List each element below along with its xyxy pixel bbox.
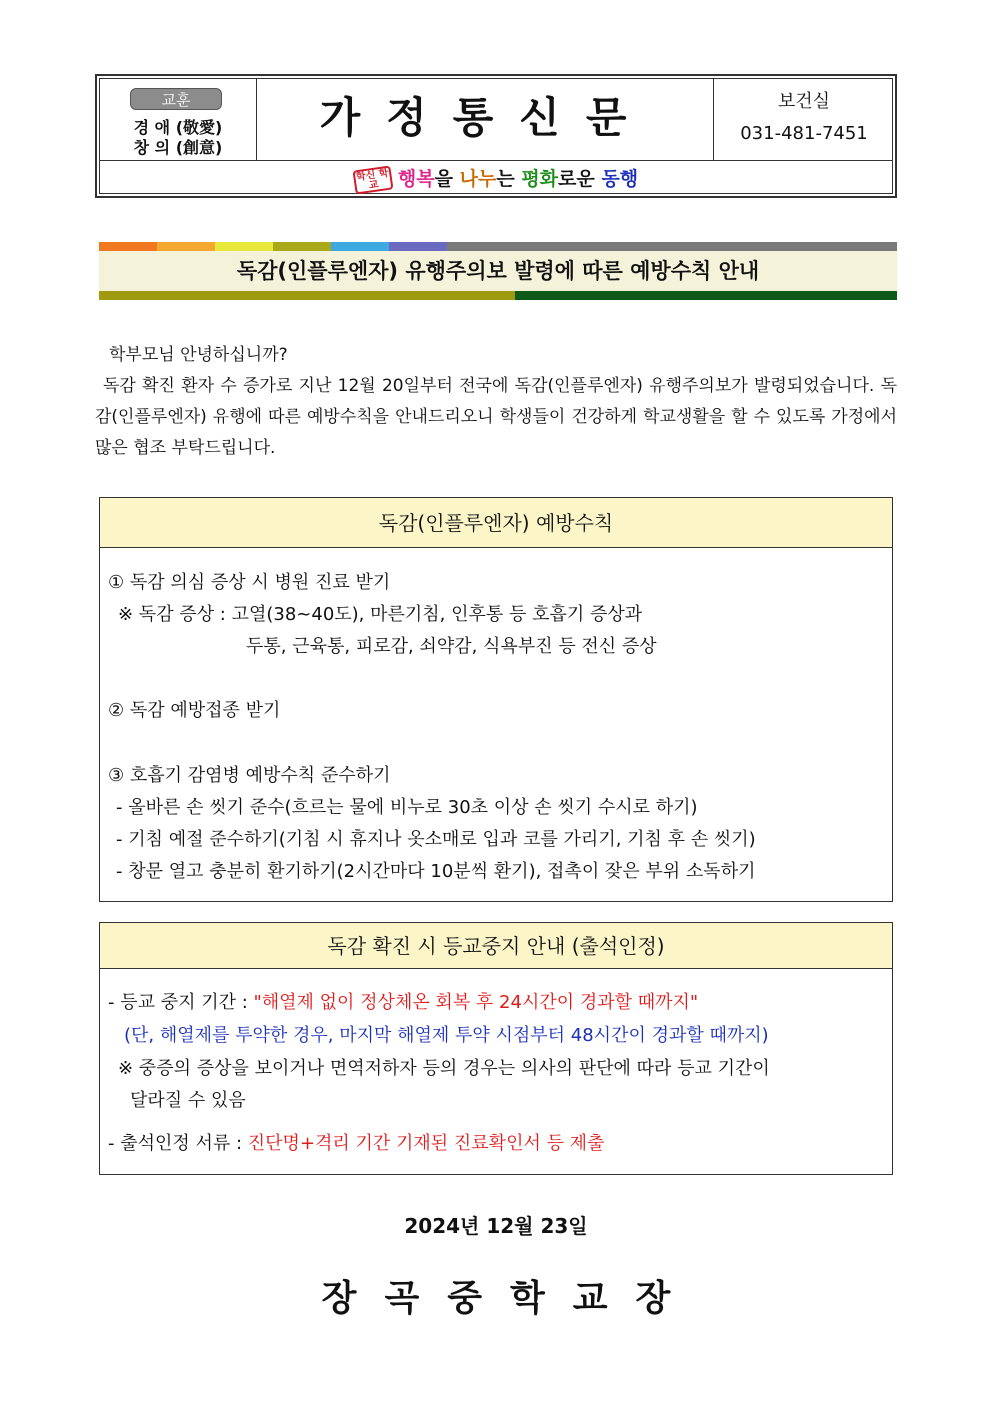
slogan-part: 평화 — [521, 168, 559, 190]
absence-period — [108, 988, 698, 1014]
color-stripe — [215, 242, 273, 251]
color-stripe — [273, 242, 331, 251]
header-divider-bottom — [99, 160, 893, 161]
intro-body: 독감 확진 환자 수 증가로 지난 12월 20일부터 전국에 독감(인플루엔자) 유행주의보가 발령되었습니다. 독감(인플루엔자) 유행에 따른 예방수칙을 안내드리오니 학생들이 건강하게 학교생활을 할 수 있도록 가정에서 많은 협조 부탁드립니다. — [95, 376, 897, 458]
prevention-item-1-note: ※ 독감 증상 : 고열(38~40도), 마른기침, 인후통 등 호흡기 증상과 — [118, 604, 643, 625]
absence-docs-value: 진단명+격리 기간 기재된 진료확인서 등 제출 — [247, 1133, 605, 1154]
color-stripe — [99, 291, 515, 300]
absence-docs-label: - 출석인정 서류 : — [108, 1133, 248, 1154]
slogan-part: 로운 — [558, 168, 602, 190]
slogan — [100, 165, 892, 193]
motto-line-2: 창 의 (創意) — [133, 138, 223, 157]
absence-heading: 독감 확진 시 등교중지 안내 (출석인정) — [100, 923, 892, 969]
prevention-item-3-sub: - 기침 예절 준수하기(기침 시 휴지나 옷소매로 입과 코를 가리기, 기침 후 손 씻기) — [116, 829, 756, 850]
slogan-part: 행복 — [397, 168, 435, 190]
color-stripe — [447, 242, 897, 251]
prevention-item-1: ① 독감 의심 증상 시 병원 진료 받기 — [108, 572, 391, 593]
slogan-part: 을 — [434, 168, 460, 190]
prevention-heading: 독감(인플루엔자) 예방수칙 — [100, 498, 892, 548]
department-name: 보건실 — [777, 91, 831, 112]
motto-line-1: 경 애 (敬愛) — [133, 118, 223, 137]
prevention-item-3-sub: - 창문 열고 충분히 환기하기(2시간마다 10분씩 환기), 접촉이 잦은 부위 소독하기 — [116, 861, 756, 882]
prevention-item-3: ③ 호흡기 감염병 예방수칙 준수하기 — [108, 765, 391, 786]
prevention-item-1-note-cont: 두통, 근육통, 피로감, 쇠약감, 식욕부진 등 전신 증상 — [246, 636, 657, 657]
absence-docs — [108, 1129, 604, 1155]
page-title: 가정통신문 — [319, 93, 653, 142]
absence-box — [99, 922, 893, 1175]
prevention-item-3-sub: - 올바른 손 씻기 준수(흐르는 물에 비누로 30초 이상 손 씻기 수시로 하기) — [116, 797, 698, 818]
absence-period-note: (단, 해열제를 투약한 경우, 마지막 해열제 투약 시점부터 48시간이 경과할 때까지) — [124, 1025, 769, 1046]
color-stripe — [515, 291, 897, 300]
prevention-item-2: ② 독감 예방접종 받기 — [108, 700, 281, 721]
principal-signature: 장곡중학교장 — [321, 1278, 699, 1319]
slogan-part: 는 — [496, 168, 522, 190]
absence-remark: ※ 중증의 증상을 보이거나 면역저하자 등의 경우는 의사의 판단에 따라 등교 기간이 — [118, 1058, 770, 1079]
issue-date: 2024년 12월 23일 — [404, 1214, 588, 1238]
color-stripe — [389, 242, 447, 251]
slogan-part: 동행 — [601, 168, 639, 190]
color-stripe — [157, 242, 215, 251]
prevention-box — [99, 497, 893, 902]
color-stripe — [331, 242, 389, 251]
absence-period-value: "해열제 없이 정상체온 회복 후 24시간이 경과할 때까지" — [253, 992, 699, 1013]
greeting: 학부모님 안녕하십니까? — [109, 345, 288, 365]
slogan-part: 나누 — [459, 168, 497, 190]
absence-period-label: - 등교 중지 기간 : — [108, 992, 254, 1013]
color-stripe — [99, 242, 157, 251]
header-divider-left — [256, 78, 257, 160]
notice-banner-title: 독감(인플루엔자) 유행주의보 발령에 따른 예방수칙 안내 — [99, 251, 897, 291]
absence-remark-cont: 달라질 수 있음 — [130, 1090, 246, 1111]
phone-number: 031-481-7451 — [740, 123, 868, 144]
motto-badge: 교훈 — [130, 88, 222, 110]
school-stamp-icon: 학신 학교 — [352, 165, 393, 194]
